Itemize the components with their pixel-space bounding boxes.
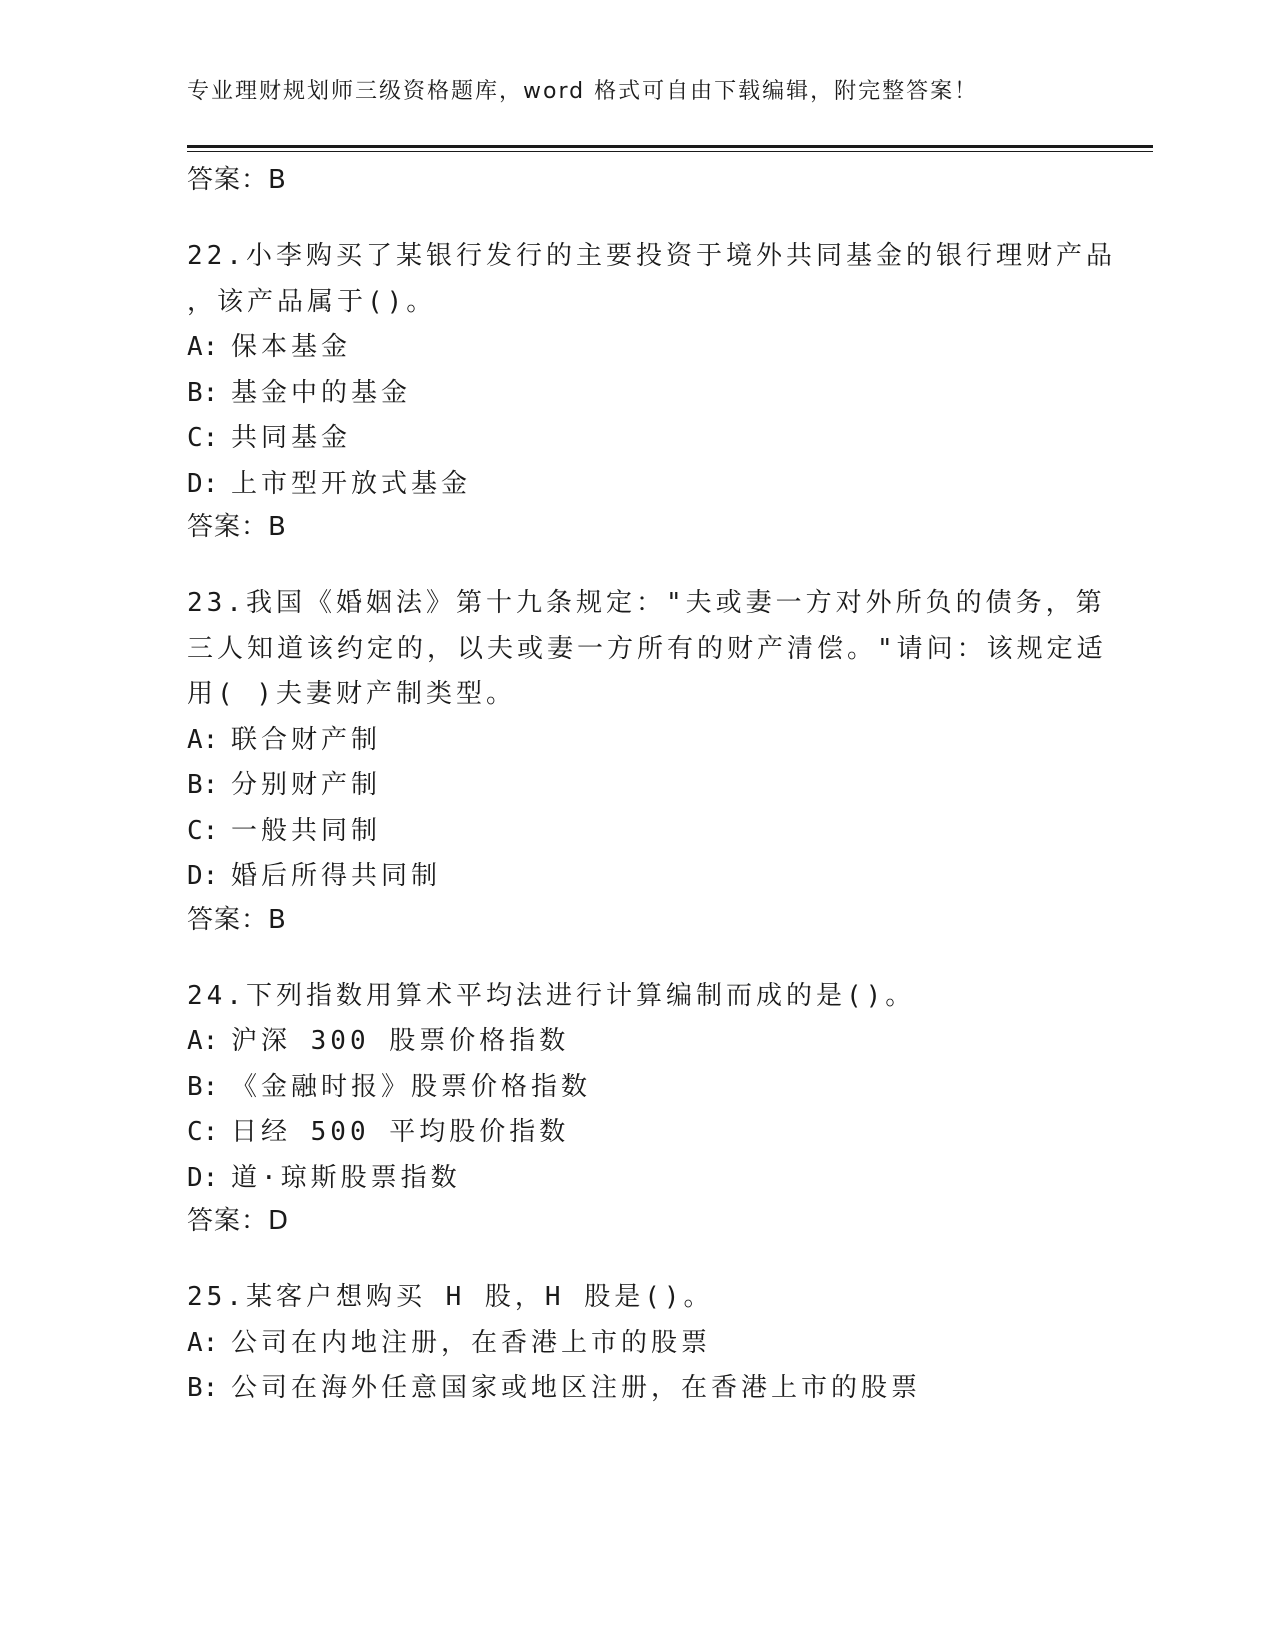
option-text: 婚后所得共同制 — [231, 861, 442, 891]
option-label: A: — [187, 332, 219, 362]
question-text: 用( )夫妻财产制类型。 — [187, 679, 516, 709]
option-item — [187, 325, 1087, 371]
option-label: B: — [187, 1373, 219, 1403]
option-text: 沪深 300 股票价格指数 — [231, 1026, 570, 1056]
option-text: 基金中的基金 — [231, 377, 412, 408]
option-text: 上市型开放式基金 — [231, 468, 472, 499]
option-label: C: — [187, 423, 219, 453]
option-text: 公司在海外任意国家或地区注册，在香港上市的股票 — [231, 1373, 922, 1403]
question-block — [187, 581, 1107, 940]
option-item — [187, 1110, 1087, 1156]
option-item — [187, 1156, 1087, 1202]
option-text: 道·琼斯股票指数 — [231, 1162, 461, 1193]
header-rule-thin — [187, 151, 1153, 152]
option-item — [187, 1065, 1087, 1111]
option-item — [187, 462, 1087, 508]
question-list — [187, 160, 1116, 1412]
option-text: 分别财产制 — [231, 770, 382, 800]
option-item — [187, 371, 1087, 417]
option-item — [187, 718, 1087, 764]
option-label: C: — [187, 1117, 219, 1147]
question-text: 22.小李购买了某银行发行的主要投资于境外共同基金的银行理财产品 — [187, 241, 1116, 271]
question-block — [187, 974, 1087, 1242]
option-item — [187, 1321, 1087, 1367]
question-text: 23.我国《婚姻法》第十九条规定："夫或妻一方对外所负的债务，第 — [187, 588, 1106, 618]
answer-line: 答案：B — [187, 904, 287, 935]
question-text: ，该产品属于()。 — [187, 286, 437, 317]
option-text: 保本基金 — [231, 332, 352, 362]
answer-line: 答案：D — [187, 1206, 290, 1236]
question-text: 三人知道该约定的，以夫或妻一方所有的财产清偿。"请问：该规定适 — [187, 633, 1107, 664]
option-text: 一般共同制 — [231, 815, 382, 846]
option-item — [187, 416, 1087, 462]
question-text: 25.某客户想购买 H 股，H 股是()。 — [187, 1282, 714, 1312]
option-text: 公司在内地注册，在香港上市的股票 — [231, 1327, 712, 1358]
question-block — [187, 1275, 1087, 1412]
option-text: 日经 500 平均股价指数 — [231, 1117, 570, 1147]
answer-line: 答案：B — [187, 165, 287, 195]
option-label: C: — [187, 815, 219, 846]
option-label: A: — [187, 724, 219, 755]
answer-line: 答案：B — [187, 512, 287, 542]
option-label: B: — [187, 1071, 219, 1102]
option-item — [187, 1366, 1087, 1412]
option-label: B: — [187, 377, 219, 408]
option-item — [187, 809, 1087, 855]
option-label: D: — [187, 468, 219, 499]
page-header: 专业理财规划师三级资格题库，word 格式可自由下载编辑，附完整答案！ — [187, 79, 979, 104]
option-text: 联合财产制 — [231, 724, 382, 755]
option-text: 共同基金 — [231, 423, 352, 453]
option-item — [187, 854, 1087, 900]
header-rule-thick — [187, 145, 1153, 148]
option-item — [187, 1019, 1087, 1065]
option-label: D: — [187, 1162, 219, 1193]
question-text: 24.下列指数用算术平均法进行计算编制而成的是()。 — [187, 980, 916, 1011]
option-label: D: — [187, 861, 219, 891]
question-block — [187, 234, 1116, 547]
option-item — [187, 763, 1087, 809]
option-label: B: — [187, 770, 219, 800]
option-text: 《金融时报》股票价格指数 — [231, 1071, 592, 1102]
option-label: A: — [187, 1327, 219, 1358]
option-label: A: — [187, 1026, 219, 1056]
